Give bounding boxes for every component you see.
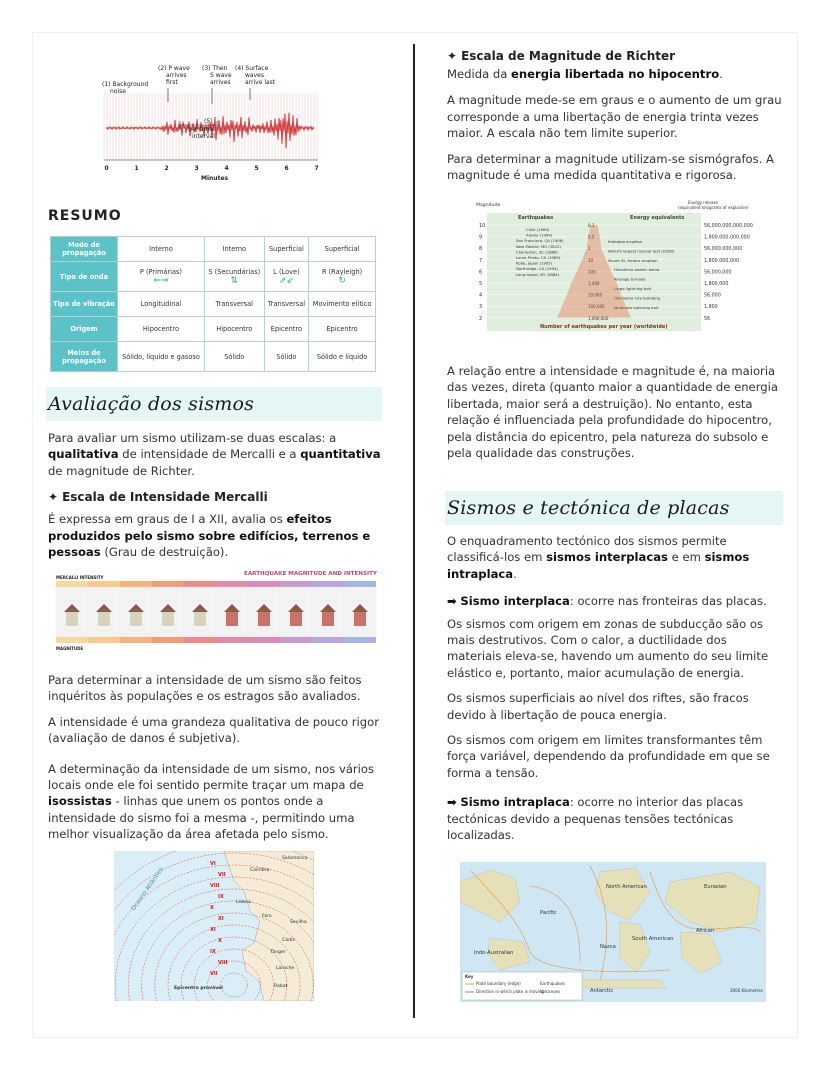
intensity-band [312,581,344,587]
svg-text:Tânger: Tânger [270,950,286,955]
resumo-cell: Longitudinal [118,292,205,317]
svg-text:Direction in which plate is mo: Direction in which plate is moving [476,989,544,994]
energy-equivalent-label: Average tornado [614,276,646,282]
intensity-label: XI [210,927,216,933]
svg-text:arrives: arrives [166,72,187,79]
intensity-band [248,581,280,587]
magnitude-tick: 10 [479,223,486,229]
svg-text:South American: South American [632,936,674,942]
intensity-label: VII [210,971,218,977]
energy-equivalent-label: World's largest nuclear test (USSR) [608,248,675,254]
intensity-label: X [210,905,214,911]
earthquake-label: San Francisco, CA (1906) [516,238,564,244]
resumo-section [48,208,382,224]
richter-chart [474,198,762,336]
energy-label: 1,800,000,000,000 [704,235,750,241]
svg-text:MERCALLI INTENSITY: MERCALLI INTENSITY [56,575,104,580]
intensity-label: X [218,938,222,944]
energy-equivalent-label: Hiroshima atomic bomb [614,267,660,273]
resumo-row: Origem Hipocentro Hipocentro Epicentro Epicentro [51,317,376,342]
tectonica-header [445,491,783,525]
p-relacao: A relação entre a intensidade e magnitude é, na maioria das vezes, direta (quanto maior a quantidade de energia libertada, maior será a destruição). No entanto, esta relação é influenciada pela profundidade do hipocentro, pela distância do epicentro, pela natureza do subsolo e pela qualidade das construções. [447,364,778,461]
tick-label: 3 [194,165,199,172]
resumo-cell: Epicentro [309,317,376,342]
svg-text:Number of earthquakes per year: Number of earthquakes per year (worldwide) [540,324,668,330]
house-icon [226,612,238,626]
intensity-band [280,581,312,587]
label-sp-interval: (5) [204,118,213,125]
energy-label: 1,800,000,000 [704,258,740,264]
count-label: 1,400 [588,281,600,286]
resumo-row: Tipo de onda P (Primárias) ⇐⇒ S (Secundárias) ⇅ L (Love) ⇗⇙ R (Rayleigh) ↻ [51,262,376,292]
label-s-wave: (3) Then [202,65,228,72]
resumo-row: Tipo de vibração Longitudinal Transversal Transversal Movimento elítico [51,292,376,317]
resumo-cell: Superficial [264,237,309,262]
energy-equivalent-label: Moderate lightning bolt [614,304,659,310]
house-icon [354,612,366,626]
magnitude-tick: 2 [479,315,483,322]
magnitude-tick: 6 [479,269,483,276]
intensity-label: IX [210,949,216,955]
label-surface-waves: (4) Surface [235,65,269,72]
svg-text:S wave: S wave [210,72,232,79]
count-label: 0.1 [588,223,595,228]
label-background-noise: (1) Background [102,81,149,88]
svg-text:Epicentro provável: Epicentro provável [174,986,223,991]
magnitude-tick: 7 [479,257,483,264]
wave-icon: ⇐⇒ [153,275,169,286]
tectonica-intro: O enquadramento tectónico dos sismos permite classificá-los em sismos interplacas e em sismos intraplaca. [447,534,750,581]
resumo-cell: Interno [118,237,205,262]
intensity-band [152,581,184,587]
count-label: 0.5 [588,234,595,240]
resumo-cell: Sólido e líquido [309,342,376,372]
svg-text:Indo-Australian: Indo-Australian [474,950,514,956]
house-icon [130,612,142,626]
house-icon [290,612,302,626]
svg-text:Magnitude: Magnitude [476,203,501,208]
column-divider [413,44,415,1018]
earthquake-label: Alaska (1964) [526,232,553,238]
tick-label: 0 [104,165,109,172]
richter-definition: Medida da energia libertada no hipocentro. [447,67,723,81]
svg-text:Earthquakes: Earthquakes [540,981,565,986]
svg-text:Plate boundary (edge): Plate boundary (edge) [476,981,521,986]
count-label: 10,000 [588,292,602,298]
tick-label: 1 [134,165,139,172]
earthquake-label: Loma Prieta, CA (1989) [516,255,561,260]
svg-text:arrives: arrives [210,79,231,86]
resumo-row: Modo de propagação Interno Interno Superficial Superficial [51,237,376,262]
p-qualitativa: A intensidade é uma grandeza qualitativa de pouco rigor (avaliação de danos é subjetiva). [48,714,379,746]
svg-text:(equivalent kilograms of explo: (equivalent kilograms of explosive) [678,205,749,210]
intensity-label: IX [218,894,224,900]
label-p-wave: (2) P wave [158,65,190,72]
svg-text:Salamanca: Salamanca [282,856,308,861]
seismogram-axis-label: Minutes [201,175,229,182]
svg-text:Volcanoes: Volcanoes [540,989,561,994]
house-icon [162,612,174,626]
resumo-cell: Transversal [204,292,264,317]
svg-text:EARTHQUAKE MAGNITUDE AND INTEN: EARTHQUAKE MAGNITUDE AND INTENSITY [244,571,377,577]
isoseismal-map [114,851,314,1001]
svg-text:African: African [696,928,715,934]
svg-text:Rabat: Rabat [274,984,288,989]
count-label: 100,000 [588,304,605,310]
count-label: 1 [588,246,591,252]
svg-text:3000 Kilometres: 3000 Kilometres [730,988,763,993]
avaliacao-header [46,387,382,421]
mercalli-heading: ✦ Escala de Intensidade Mercalli [48,490,268,505]
magnitude-tick: 5 [479,281,483,287]
earthquake-label: New Madrid, MO (1812) [516,243,562,249]
resumo-table [50,236,376,372]
svg-text:MAGNITUDE: MAGNITUDE [56,646,84,651]
p-sismografos: Para determinar a magnitude utilizam-se sismógrafos. A magnitude é uma medida quantitativa e rigorosa. [447,151,774,183]
count-label: 100 [588,269,596,275]
magnitude-tick: 8 [479,246,483,253]
svg-text:Oceano Atlântico: Oceano Atlântico [129,866,166,913]
tick-label: 6 [284,165,289,172]
tectonica-title: Sismos e tectónica de placas [447,497,730,519]
svg-text:first: first [166,79,178,86]
intraplaca-text: ➡ Sismo intraplaca: ocorre no interior das placas tectónicas devido a pequenas tensões tectónicas localizadas. [447,795,744,843]
wave-icon: ↻ [338,275,346,286]
p-riftes: Os sismos superficiais ao nível dos riftes, são fracos devido à libertação de pouca energia. [447,691,749,722]
intensity-band [120,581,152,587]
house-icon [66,612,78,626]
svg-text:Energy release: Energy release [688,200,718,205]
energy-equivalent-label: Large lightning bolt [614,286,652,291]
energy-label: 1,800 [704,305,718,311]
tick-label: 4 [224,165,229,172]
magnitude-tick: 4 [479,292,483,299]
svg-text:North American: North American [606,884,647,890]
resumo-cell: S (Secundárias) ⇅ [204,262,264,292]
resumo-cell: Movimento elítico [309,292,376,317]
earthquake-label: Charleston, SC (1886) [516,249,558,255]
intensity-band [88,581,120,587]
energy-label: 56,000,000,000 [704,247,743,253]
svg-text:Energy equivalents: Energy equivalents [630,215,685,221]
tick-label: 2 [164,165,169,172]
energy-label: 56,000 [704,293,721,299]
svg-text:Coimbra: Coimbra [250,868,270,873]
house-icon [98,612,110,626]
energy-label: 1,800,000 [704,282,729,287]
intensity-band [216,581,248,587]
house-icon [322,612,334,626]
tectonic-plates-map [460,862,766,1002]
earthquake-label: Chile (1960) [526,227,550,232]
svg-text:Cádiz: Cádiz [282,938,295,943]
p-isossistas: A determinação da intensidade de um sismo, nos vários locais onde ele foi sentido permite traçar um mapa de isossistas - linhas que unem os pontos onde a intensidade do sismo foi a mesma -, permitindo uma melhor visualização da área afetada pelo sismo. [48,761,375,842]
seismogram-figure [100,48,322,183]
svg-text:Key: Key [465,974,474,979]
resumo-cell: P (Primárias) ⇐⇒ [118,262,205,292]
mercalli-text: É expressa em graus de I a XII, avalia os efeitos produzidos pelo sismo sobre edifícios, terrenos e pessoas (Grau de destruição). [48,512,371,560]
energy-label: 56,000,000 [704,270,732,276]
resumo-cell: L (Love) ⇗⇙ [264,262,309,292]
tick-label: 7 [314,165,319,172]
intensity-band [56,581,88,587]
svg-text:noise: noise [110,88,126,95]
svg-text:S-P time: S-P time [188,126,214,133]
svg-text:Earthquakes: Earthquakes [518,215,554,221]
intensity-label: VIII [210,883,220,889]
p-transformantes: Os sismos com origem em limites transformantes têm força variável, dependendo da profundidade em que se forma a tensão. [447,733,770,780]
count-label: 1,000,000 [588,315,609,321]
intensity-label: XI [218,916,224,922]
intensity-label: VII [218,872,226,878]
p-subduccao: Os sismos com origem em zonas de subducção são os mais destrutivos. Com o calor, a ductilidade dos materiais eleva-se, havendo um aumento do seu limite elástico e, portanto, maior acumulação de energia. [447,616,769,680]
wave-icon: ⇗⇙ [278,275,294,286]
svg-text:Eurasian: Eurasian [704,884,727,890]
energy-equivalent-label: Mount St. Helens eruption [608,257,658,263]
magnitude-tick: 9 [479,234,483,241]
svg-text:Nazca: Nazca [600,944,616,950]
avaliacao-intro: Para avaliar um sismo utilizam-se duas escalas: a qualitativa de intensidade de Mercalli e a quantitativa de magnitude de Richter. [48,431,381,478]
svg-text:Antarctic: Antarctic [590,988,614,994]
resumo-cell: Sólido [264,342,309,372]
energy-equivalent-label: Oklahoma City bombing [614,295,660,301]
richter-heading: ✦ Escala de Magnitude de Richter [447,49,676,63]
intensity-label: VI [210,861,216,867]
earthquake-label: Kobe, Japan (1995) [516,260,553,266]
resumo-row: Meios de propagação Sólido, líquido e gasoso Sólido Sólido Sólido e líquido [51,342,376,372]
resumo-cell: Hipocentro [204,317,264,342]
svg-text:Pacific: Pacific [540,910,557,916]
p-magnitude: A magnitude mede-se em graus e o aumento de um grau corresponde a uma libertação de energia trinta vezes maior. A escala não tem limite superior. [447,93,782,141]
intensity-band [344,581,376,587]
earthquake-label: Northridge, CA (1994) [516,266,558,272]
resumo-cell: Sólido [204,342,264,372]
svg-text:interval: interval [192,133,215,140]
svg-text:Sevilha: Sevilha [290,920,307,925]
interplaca-heading: ➡ Sismo interplaca: ocorre nas fronteiras das placas. [447,594,767,609]
mercalli-intensity-strip [54,568,382,652]
resumo-cell: Epicentro [264,317,309,342]
resumo-cell: R (Rayleigh) ↻ [309,262,376,292]
intensity-label: VIII [218,960,228,966]
tick-label: 5 [254,165,259,172]
svg-text:Faro: Faro [262,914,272,919]
resumo-cell: Sólido, líquido e gasoso [118,342,205,372]
energy-equivalent-label: Krakatoa eruption [608,239,643,244]
house-icon [258,612,270,626]
house-icon [194,612,206,626]
earthquake-label: Long Island, NY (1884) [516,271,560,277]
wave-icon: ⇅ [230,275,239,286]
magnitude-tick: 3 [479,304,483,311]
resumo-cell: Interno [204,237,264,262]
resumo-cell: Superficial [309,237,376,262]
p-inqueritos: Para determinar a intensidade de um sismo são feitos inquéritos às populações e os estragos são avaliados. [48,673,362,704]
svg-text:waves: waves [245,72,264,79]
energy-label: 56 [704,316,711,322]
svg-text:Larache: Larache [276,966,295,971]
resumo-cell: Hipocentro [118,317,205,342]
energy-label: 56,000,000,000,000 [704,224,753,229]
resumo-title: RESUMO [48,208,122,224]
svg-text:Lisboa: Lisboa [236,900,251,905]
avaliacao-title: Avaliação dos sismos [48,393,255,415]
count-label: 10 [588,257,594,263]
resumo-cell: Transversal [264,292,309,317]
svg-text:arrive last: arrive last [245,79,276,86]
intensity-band [184,581,216,587]
